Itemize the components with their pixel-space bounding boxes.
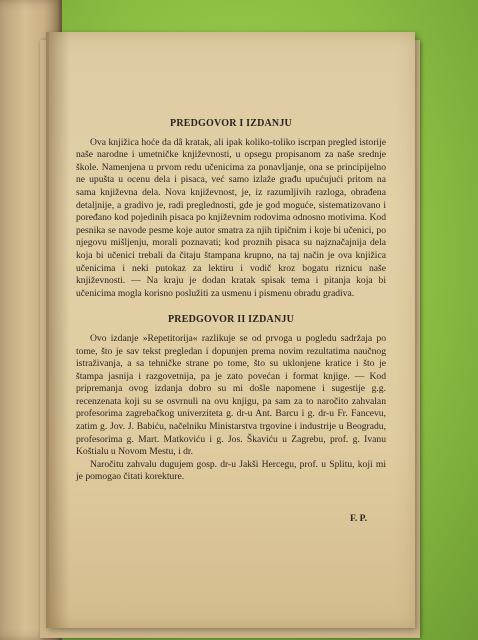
preface-1-text: Ova knjižica hoće da dâ kratak, ali ipak koliko-toliko iscrpan pregled istorije naše narodne i umetničke književnosti, u opsegu propisanom za naše srednje škole. Namenjena u prvom redu učenicima za ponavljanje, ona se principijelno ne upušta u ocenu dela i pisaca, već samo izlaže građu upućujući pritom na sama književna dela. Nova književnost, je, iz razumljivih razloga, obrađena detaljnije, a gradivo je, radi preglednosti, gde je god moguće, sistematizovano i poređano kod pojedinih pisaca po književnim rodovima odnosno motivima. Kod pesnika se navode pesme koje autor smatra za njih tipičnim i koje bi učenici, po njegovu mišljenju, morali poznavati; kod proznih pisaca su najznačajnija dela koja bi učenici trebali da čitaju štampana krupno, na taj način je ova knjižica učenicima i neki putokaz za lektiru i vodič kroz bogatu riznicu naše književnosti. — Na kraju je dodan kratak spisak tema i pitanja koja bi učenicima mogla korisno poslužiti za usmenu i pismenu obradu gradiva. [76,136,386,299]
page-fold-shadow [46,32,70,628]
page-text [76,118,386,484]
preface-1-heading: PREDGOVOR I IZDANJU [170,118,292,129]
signature: F. P. [350,514,367,524]
preface-2-heading: PREDGOVOR II IZDANJU [167,314,295,326]
preface-2-text-2: Naročitu zahvalu dugujem gosp. dr-u Jakši Hercegu, prof. u Splitu, koji mi je pomogao čitati korekture. [76,458,386,483]
preface-2-text-1: Ovo izdanje »Repetitorija« razlikuje se od prvoga u pogledu sadržaja po tome, što je sav tekst pregledan i dopunjen prema novim rezultatima naučnog istraživanja, a sa tehničke strane po tome, što su uklonjene kratice i što je štampa jasnija i razgovetnija, pa je zato povećan i format knjige. — Kod pripremanja ovog izdanja dobro su mi došle napomene i sugestije g.g. recenzenata koji su se osvrnuli na ovu knjigu, pa sam za to naročito zahvalan profesorima zagrebačkog univerziteta g. dr-u Ant. Barcu i g. dr-u Fr. Fancevu, zatim g. Jov. J. Babiću, načelniku Ministarstva trgovine i industrije u Beogradu, profesorima g. Mart. Matkoviću i g. Jos. Škaviću u Zagrebu, prof. g. Ivanu Koštialu u Novom Mestu, i dr. [76,332,386,458]
